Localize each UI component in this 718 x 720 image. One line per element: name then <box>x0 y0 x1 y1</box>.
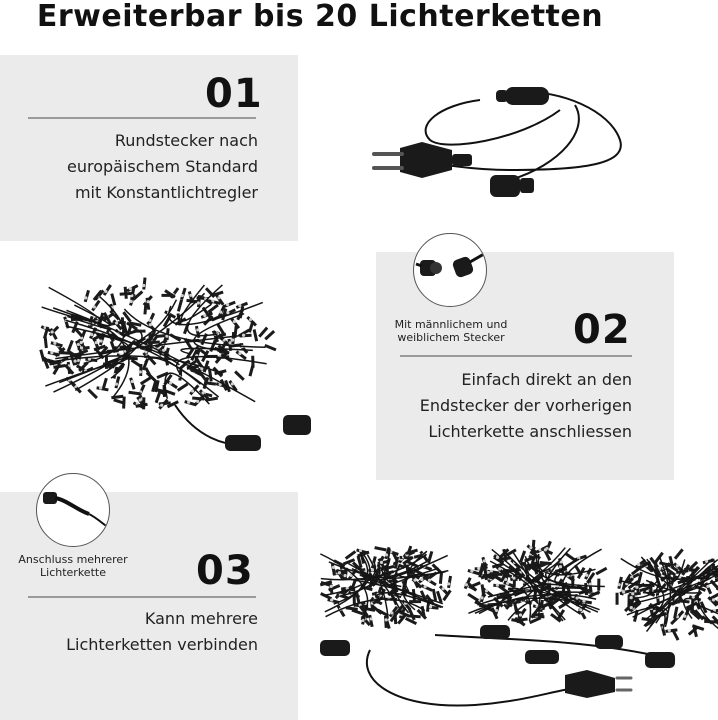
section-02-text <box>390 367 632 445</box>
section-03-line-1: Kann mehrere <box>144 609 258 628</box>
section-03-divider <box>28 596 256 598</box>
section-03-number: 03 <box>196 548 254 594</box>
section-02-caption <box>378 318 524 344</box>
section-03-caption-line-2: Lichterkette <box>40 566 106 579</box>
section-01-divider <box>28 117 256 119</box>
connector-cable-icon <box>36 473 110 547</box>
section-02-caption-line-2: weiblichem Stecker <box>397 331 505 344</box>
section-02-divider <box>400 355 632 357</box>
light-string-bundle-icon <box>35 265 335 475</box>
section-01-line-3: mit Konstantlichtregler <box>74 183 258 202</box>
section-01-line-1: Rundstecker nach <box>114 131 258 150</box>
male-female-connector-icon <box>413 233 487 307</box>
section-01-number: 01 <box>205 71 263 117</box>
euro-plug-icon <box>360 70 650 210</box>
section-03-caption-line-1: Anschluss mehrerer <box>18 553 128 566</box>
section-03-text <box>20 606 258 658</box>
section-01-line-2: europäischem Standard <box>67 157 258 176</box>
connected-light-strings-icon <box>315 540 718 720</box>
section-02-caption-line-1: Mit männlichem und <box>394 318 508 331</box>
section-02-line-2: Endstecker der vorherigen <box>419 396 632 415</box>
section-01-text <box>20 128 258 206</box>
section-02-number: 02 <box>573 307 631 353</box>
section-03-line-2: Lichterketten verbinden <box>66 635 258 654</box>
section-03-caption <box>0 553 146 579</box>
section-02-line-3: Lichterkette anschliessen <box>428 422 632 441</box>
page-title: Erweiterbar bis 20 Lichterketten <box>36 0 604 34</box>
section-02-line-1: Einfach direkt an den <box>461 370 632 389</box>
